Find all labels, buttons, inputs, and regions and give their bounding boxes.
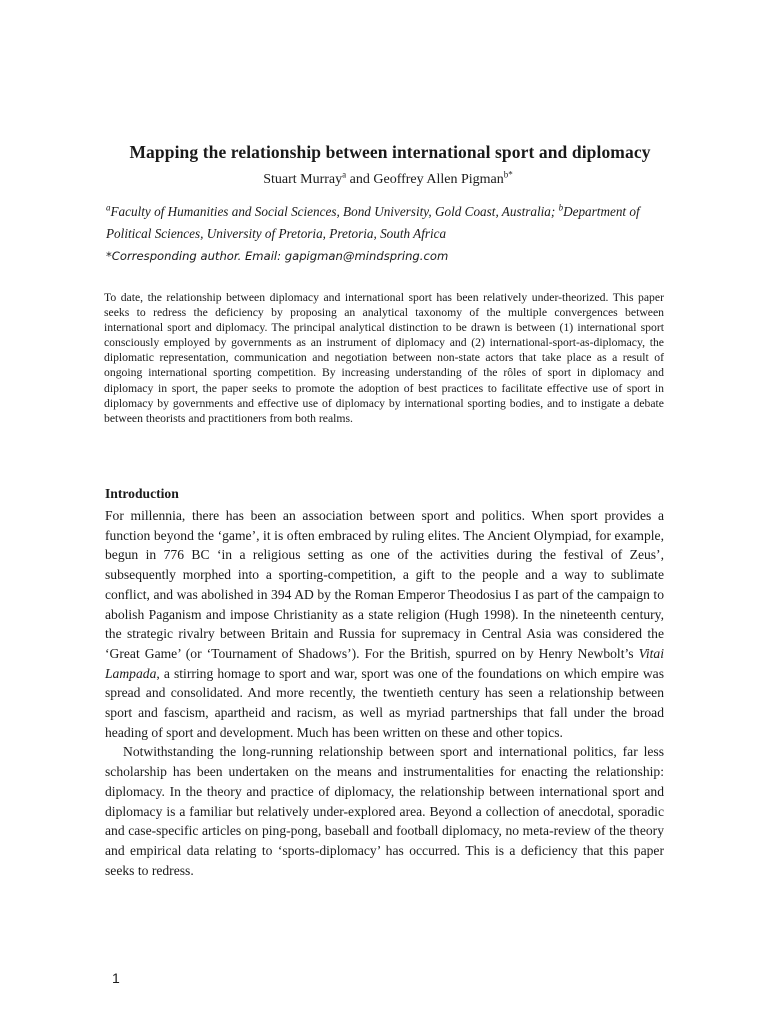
italic-title: Vitai Lampada [105,645,664,681]
abstract: To date, the relationship between diplomacy and international sport has been relatively under-theorized. This paper seeks to redress the deficiency by proposing an analytical taxonomy of the multiple convergences between international sport and diplomacy. The principal analytical distinction to be drawn is between (1) international sport consciously employed by governments as an instrument of diplomacy and (2) international-sport-as-diplomacy, the diplomatic representation, communication and negotiation between non-state actors that take place as a result of ongoing international sporting competition. By increasing understanding of the rôles of sport in diplomacy and diplomacy in sport, the paper seeks to promote the adoption of best practices to facilitate effective use of sport in diplomacy by governments and effective use of diplomacy by international sporting bodies, and to instigate a debate between theorists and practitioners from both realms. [104,291,664,425]
affiliation-marker: a [106,202,111,213]
paragraph [105,506,664,742]
author-line [0,169,768,188]
author-name: Stuart Murray [263,172,343,187]
affiliation-marker: a [342,169,347,180]
body-text [105,506,664,880]
affiliation-marker: b* [503,169,513,180]
affiliations [106,201,666,267]
affiliation-text: Faculty of Humanities and Social Sciences, Bond University, Gold Coast, Australia; [110,204,559,219]
corresponding-author: *Corresponding author. Email: gapigman@mindspring.com [106,249,449,263]
paragraph: Notwithstanding the long-running relationship between sport and international politics, far less scholarship has been undertaken on the means and instrumentalities for enacting the relationship: diplomacy. In the theory and practice of diplomacy, the relationship between international sport and diplomacy is a familiar but relatively under-explored area. Beyond a collection of anecdotal, sporadic and case-specific articles on ping-pong, baseball and football diplomacy, no meta-review of the theory and empirical data relating to ‘sports-diplomacy’ has occurred. This is a deficiency that this paper seeks to redress. [105,744,664,878]
affiliation-text: Department of Political Sciences, University of Pretoria, Pretoria, South Africa [106,204,640,241]
page-number: 1 [112,970,120,986]
paragraph-text: For millennia, there has been an association between sport and politics. When sport provides a function beyond the ‘game’, it is often embraced by ruling elites. The Ancient Olympiad, for example, begun in 776 BC ‘in a religious setting as one of the activities during the festival of Zeus’, subsequently morphed into a sporting-competition, a gift to the people and a way to sublimate conflict, and was abolished in 394 AD by the Roman Emperor Theodosius I as part of the campaign to abolish Paganism and impose Christianity as a state religion (Hugh 1998). In the nineteenth century, the strategic rivalry between Britain and Russia for supremacy in Central Asia was considered the ‘Great Game’ (or ‘Tournament of Shadows’). For the British, spurred on by Henry Newbolt’s [105,508,664,661]
author-name: Geoffrey Allen Pigman [373,172,504,187]
paper-title: Mapping the relationship between international sport and diplomacy [129,142,651,162]
section-heading: Introduction [105,486,179,501]
author-conjunction: and [346,172,374,187]
affiliation-marker: b [558,202,564,213]
paragraph-text: , a stirring homage to sport and war, sport was one of the foundations on which empire was spread and consolidated. And more recently, the twentieth century has seen a relationship between sport and fascism, apartheid and racism, as well as myriad partnerships that fall under the broad heading of sport and development. Much has been written on these and other topics. [105,665,664,740]
